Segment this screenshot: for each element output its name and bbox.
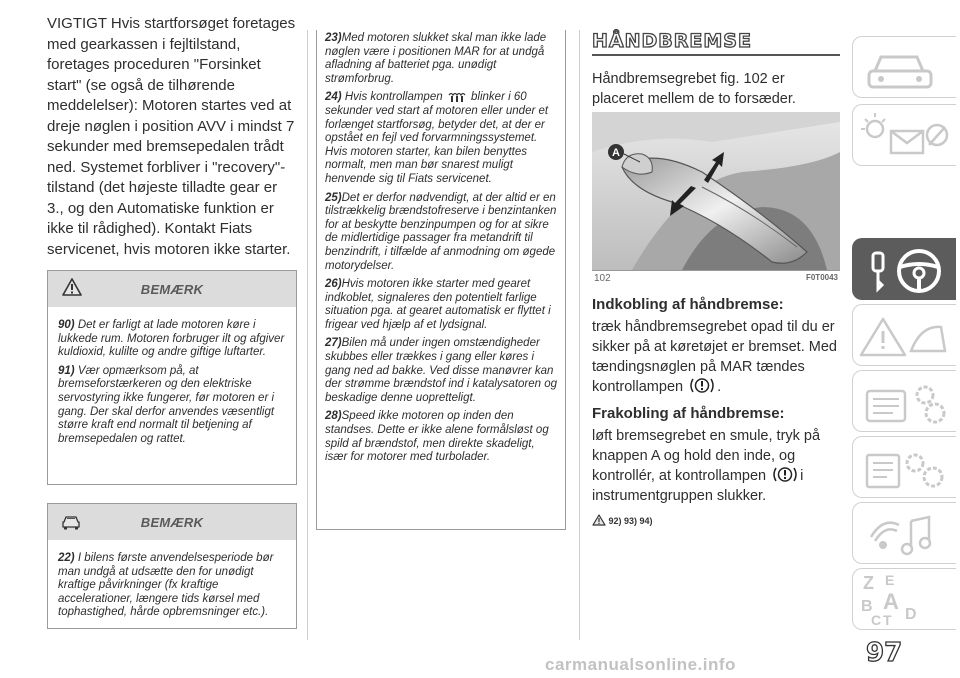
note-text: Bilen må under ingen omstændigheder skubbes eller trækkes i gang eller køres i gang ned ad bakke. Ved disse manøvrer kan der strømme brændstof ind i katalysatoren og beskadige denne uopretteligt. <box>325 337 558 404</box>
engage-text <box>592 317 840 397</box>
emergency-icon <box>853 305 956 366</box>
safety-lights-icon <box>853 105 956 166</box>
note-text: Det er farligt at lade motoren køre i lukkede rum. Motoren forbruger ilt og afgiver kuldioxid, kulilte og andre giftige luftarter. <box>58 319 285 359</box>
release-text <box>592 426 840 506</box>
engage-text-part: træk håndbremsegrebet opad til du er sikker på at køretøjet er bremset. Med tændingsnøglen på MAR tændes kontrollampen <box>592 319 837 395</box>
car-dashboard-icon <box>853 37 956 98</box>
page-number: 97 <box>866 638 903 668</box>
release-text-part: løft bremsegrebet en smule, tryk på knappen A og hold den inde, og kontrollér, at kontrollampen <box>592 428 821 484</box>
note-text: Det er derfor nødvendigt, at der altid er en tilstrækkelig brændstofreserve i benzintanken for at beskytte benzinpumpen og for at sikre de midlertidige passager fra metandrift til benzindrift, i tilfælde af anmodning om øgede motorydelser. <box>325 191 557 272</box>
note-text: Med motoren slukket skal man ikke lade nøglen være i positionen MAR for at undgå afladning af batteriet pga. unødigt strømforbrug. <box>325 32 547 85</box>
note-number: 28) <box>325 410 342 423</box>
brake-warning-icon <box>770 466 800 483</box>
note-text: Hvis motoren ikke starter med gearet indkoblet, signaleres den potentielt farlige situation pga. at gearet automatisk er flyttet i frigear ved hjælp af et lydsignal. <box>325 278 551 331</box>
svg-text:C: C <box>871 612 882 628</box>
note-text: Vær opmærksom på, at bremseforstærkeren og den elektriske servostyring ikke fungerer, før motoren er i gang. Der skal derfor anvendes væsentligt større kraft end normalt til betjening af bremsepedalen og rattet. <box>58 364 275 445</box>
svg-text:E: E <box>885 572 895 588</box>
technical-data-icon <box>853 437 956 498</box>
car-note-box <box>47 503 297 629</box>
multimedia-icon <box>853 503 956 564</box>
figure-caption <box>592 270 840 283</box>
key-and-steering-wheel-icon <box>853 239 956 300</box>
note-number: 91) <box>58 364 75 377</box>
engage-heading: Indkobling af håndbremse: <box>592 296 784 313</box>
note-title: BEMÆRK <box>140 282 204 297</box>
note-item <box>58 365 286 447</box>
note-header <box>48 504 296 540</box>
column-divider <box>579 30 580 640</box>
note-item <box>325 337 559 405</box>
column-divider <box>307 30 308 640</box>
note-number: 26) <box>325 278 342 291</box>
notes-continued-box <box>316 30 566 530</box>
note-text: I bilens første anvendelsesperiode bør man undgå at udsætte den for unødigt kraftige påvirkninger (fx kraftige accelerationer, længere tids kørsel med tophastighed, hårde opbremsninger etc.). <box>58 552 274 619</box>
note-number: 25) <box>325 191 342 204</box>
engage-text-part: . <box>717 379 722 395</box>
service-gear-icon <box>853 371 956 432</box>
brake-warning-icon <box>687 377 717 394</box>
handbrake-figure <box>592 112 840 270</box>
svg-text:A: A <box>883 589 899 614</box>
note-title: BEMÆRK <box>140 515 204 530</box>
warning-references <box>592 514 840 526</box>
note-item <box>325 410 559 464</box>
note-number: 22) <box>58 552 75 564</box>
release-heading: Frakobling af håndbremse: <box>592 405 785 422</box>
note-text: Hvis kontrollampen <box>344 91 443 104</box>
note-item <box>325 32 559 86</box>
title-rule <box>592 54 840 56</box>
column-1 <box>47 14 297 260</box>
figure-label-a: A <box>612 147 620 159</box>
note-text: blinker i 60 sekunder ved start af motoren eller under et forlænget startforsøg, betyder det, at der er opstået en fejl ved forvarmningssystemet. Hvis motoren starter, kan bilen benyttes normalt, men man bør snarest muligt henvende sig til Fiats servicenet. <box>325 91 549 185</box>
figure-number: 102 <box>594 273 611 284</box>
column-3 <box>592 30 840 109</box>
alphabetical-index-icon <box>853 569 956 630</box>
side-tab-dashboard[interactable] <box>852 36 956 98</box>
section-title: HÅNDBREMSE <box>592 30 752 52</box>
svg-text:B: B <box>861 598 873 615</box>
side-tab-maintenance[interactable] <box>852 370 956 432</box>
note-body <box>48 540 296 633</box>
svg-text:T: T <box>883 612 892 628</box>
note-item <box>58 552 286 620</box>
note-number: 23) <box>325 32 342 44</box>
note-header <box>48 271 296 307</box>
note-body <box>48 307 296 459</box>
handbrake-instructions <box>592 292 840 526</box>
note-number: 90) <box>58 319 75 331</box>
note-item <box>325 278 559 332</box>
handbrake-illustration <box>592 112 840 270</box>
note-number: 27) <box>325 337 342 350</box>
svg-text:D: D <box>905 606 917 623</box>
side-tab-multimedia[interactable] <box>852 502 956 564</box>
warning-triangle-icon <box>592 514 606 526</box>
warning-note-box <box>47 270 297 485</box>
side-tab-emergency[interactable] <box>852 304 956 366</box>
note-item <box>58 319 286 360</box>
figure-code: F0T0043 <box>805 273 838 282</box>
note-item <box>325 192 559 274</box>
side-tab-technical-data[interactable] <box>852 436 956 498</box>
note-text: Speed ikke motoren op inden den standses. Dette er ikke alene formålsløst og spild af brændstof, men direkte skadeligt, især for motorer med turbolader. <box>325 410 549 464</box>
note-number: 24) <box>325 91 342 104</box>
handbrake-intro: Håndbremsegrebet fig. 102 er placeret mellem de to forsæder. <box>592 71 796 107</box>
watermark: carmanualsonline.info <box>545 655 736 674</box>
references-text: 92) 93) 94) <box>608 516 653 526</box>
side-tab-driving[interactable] <box>852 238 956 300</box>
intro-paragraph: VIGTIGT Hvis startforsøget foretages med gearkassen i fejltilstand, foretages proceduren "Forsinket start" (se også de tilhørende meddelelser): Motoren startes ved at dreje nøglen i position AVV i mindst 7 sekunder med bremsepedalen trådt ned. Systemet forbliver i "recovery"-tilstand (det højeste tilladte gear er 3., og den Automatiske funktion er ikke til rådighed). Kontakt Fiats servicenet, hvis motoren ikke starter. <box>47 15 296 258</box>
side-tab-safety[interactable] <box>852 104 956 166</box>
release-text-part: i instrumentgruppen slukker. <box>592 468 804 504</box>
note-item <box>325 91 559 186</box>
svg-text:Z: Z <box>863 573 874 593</box>
glow-plug-icon <box>446 92 468 103</box>
side-tab-index[interactable] <box>852 568 956 630</box>
